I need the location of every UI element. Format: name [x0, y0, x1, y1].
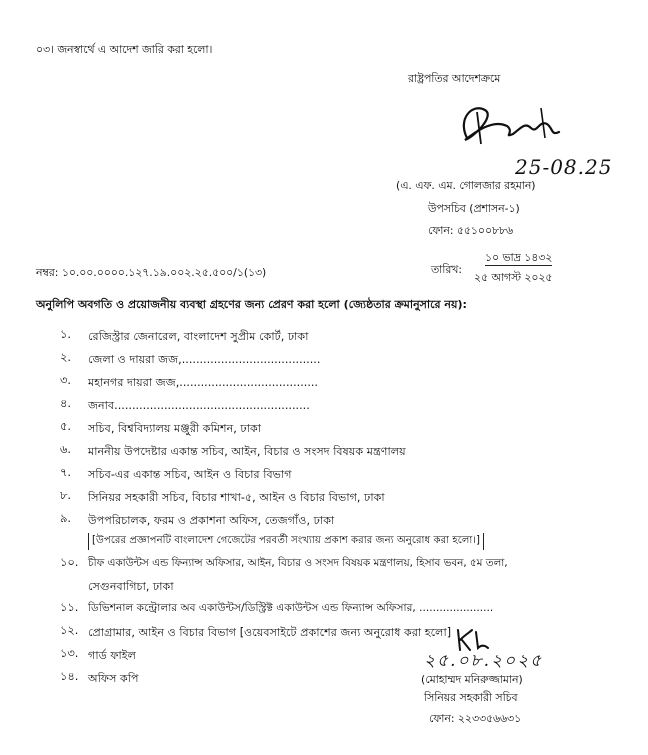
gazette-note: [উপরের প্রজ্ঞাপনটি বাংলাদেশ গেজেটের পরবর্তী সংখ্যায় প্রকাশ করার জন্য অনুরোধ করা হলো।]	[88, 533, 484, 550]
signature-2-icon	[452, 628, 492, 652]
by-order-line: রাষ্ট্রপতির আদেশক্রমে	[408, 72, 501, 85]
signatory-1-phone: ফোন: ৫৫১০০৮৮৬	[428, 224, 514, 237]
list-text: উপপরিচালক, ফরম ও প্রকাশনা অফিস, তেজগাঁও, ঢাকা	[88, 514, 335, 527]
signatory-2-designation: সিনিয়র সহকারী সচিব	[424, 691, 518, 704]
list-number: ১২.	[60, 623, 79, 637]
signatory-2-phone: ফোন: ২২৩৩৫৬৬৩১	[429, 712, 522, 725]
list-text: জেলা ও দায়রা জজ,.......................................	[88, 353, 321, 366]
date-english: ২৫ আগস্ট ২০২৫	[474, 271, 553, 284]
list-number: ১.	[60, 327, 72, 341]
list-text: প্রোগ্রামার, আইন ও বিচার বিভাগ [ওয়েবসাইটে প্রকাশের জন্য অনুরোধ করা হলো]	[88, 626, 452, 639]
copy-heading: অনুলিপি অবগতি ও প্রয়োজনীয় ব্যবস্থা গ্রহণের জন্য প্রেরণ করা হলো (জ্যেষ্ঠতার ক্রমানুসারে নয়):	[36, 298, 467, 311]
list-text: সচিব-এর একান্ত সচিব, আইন ও বিচার বিভাগ	[88, 468, 292, 481]
memo-number: নম্বর: ১০.০০.০০০০.১২৭.১৯.০০২.২৫.৫০০/১(১৩)	[36, 266, 267, 279]
date-bangla: ১০ ভাদ্র ১৪৩২	[485, 252, 552, 266]
signatory-2-name: (মোহাম্মদ মনিরুজ্জামান)	[421, 673, 523, 686]
list-text: জনাব.......................................................	[88, 399, 310, 412]
list-number: ৫.	[60, 419, 72, 433]
paragraph-03: ০৩। জনস্বার্থে এ আদেশ জারি করা হলো।	[36, 43, 213, 56]
list-number: ৭.	[60, 465, 72, 479]
list-text: রেজিস্ট্রার জেনারেল, বাংলাদেশ সুপ্রীম কোর্ট, ঢাকা	[88, 330, 309, 343]
list-text: চীফ একাউন্টস এন্ড ফিন্যান্স অফিসার, আইন, বিচার ও সংসদ বিষয়ক মন্ত্রণালয়, হিসাব ভবন, ৫ম তলা,	[88, 557, 508, 569]
list-text: মাননীয় উপদেষ্টার একান্ত সচিব, আইন, বিচার ও সংসদ বিষয়ক মন্ত্রণালয়	[88, 445, 406, 458]
signature-1-date: 25-08.25	[515, 155, 613, 179]
list-text: সচিব, বিশ্ববিদ্যালয় মঞ্জুরী কমিশন, ঢাকা	[88, 422, 262, 435]
signatory-1-designation: উপসচিব (প্রশাসন-১)	[428, 202, 520, 215]
list-text: ডিভিশনাল কন্ট্রোলার অব একাউন্টস/ডিস্ট্রিক্ট একাউন্টস এন্ড ফিন্যান্স অফিসার, ......................	[88, 602, 494, 614]
list-text: অফিস কপি	[88, 672, 139, 685]
list-number: ১৩.	[60, 646, 79, 660]
list-number: ৯.	[60, 511, 72, 525]
list-number: ৩.	[60, 373, 72, 387]
list-number: ৬.	[60, 442, 72, 456]
signature-1-icon	[455, 98, 565, 158]
list-number: ১৪.	[60, 669, 79, 683]
list-text: মহানগর দায়রা জজ,.......................................	[88, 376, 318, 389]
list-text: সিনিয়র সহকারী সচিব, বিচার শাখা-৫, আইন ও বিচার বিভাগ, ঢাকা	[88, 491, 385, 504]
list-number: ১০.	[60, 555, 79, 569]
list-number: ২.	[60, 350, 72, 364]
list-number: ১১.	[60, 600, 79, 614]
list-text-continued: সেগুনবাগিচা, ঢাকা	[88, 580, 174, 593]
list-text: গার্ড ফাইল	[88, 649, 136, 662]
date-label: তারিখ:	[431, 263, 462, 276]
signatory-1-name: (এ. এফ. এম. গোলজার রহমান)	[396, 179, 536, 192]
signature-2-date: ২৫.০৮.২০২৫	[424, 651, 544, 671]
list-number: ৮.	[60, 488, 72, 502]
list-number: ৪.	[60, 396, 72, 410]
